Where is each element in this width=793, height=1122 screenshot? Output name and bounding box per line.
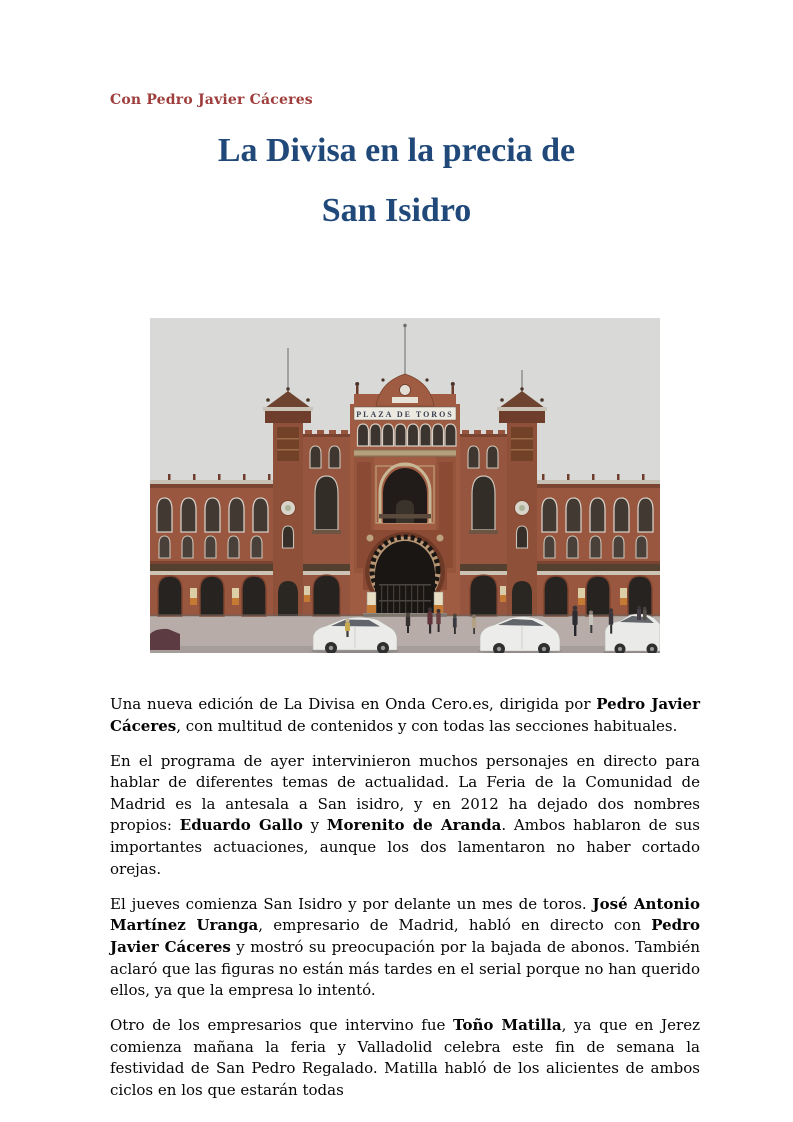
plaza-ground [150,614,660,653]
article-title-line-1: La Divisa en la precia de [217,132,576,169]
gable-clock [400,385,411,396]
paragraph-text: El jueves comienza San Isidro y por delante un mes de toros. [110,894,593,913]
article-body [110,694,700,1115]
article-paragraph-4 [110,1015,700,1101]
paragraph-text: Una nueva edición de La Divisa en Onda Cero.es, dirigida por [110,695,597,713]
paragraph-text: y mostró su preocupación por la bajada de abonos. También aclaró que las figuras no están más tardes en el serial porque no han querido ellos, ya que la empresa lo intentó. [110,937,700,1000]
bold-name-pedro-javier-caceres: Pedro Javier Cáceres [110,695,701,735]
right-wing [534,474,660,616]
paragraph-text: , con multitud de contenidos y con todas las secciones habituales. [176,716,678,735]
bullring-photo-illustration [150,318,660,653]
paragraph-text: Otro de los empresarios que intervino fue [110,1016,454,1035]
left-gate-bay [303,430,350,616]
article-title-line-2: San Isidro [321,192,472,229]
paragraph-text: En el programa de ayer intervinieron muchos personajes en directo para hablar de diferentes temas de actualidad. La Feria de la Comunidad de Madrid es la antesala a San isidro, y en 2012 ha dejado dos nombres propios: [110,751,700,835]
paragraph-text: , empresario de Madrid, habló en directo con [258,916,652,935]
bold-name-jose-antonio-martinez-uranga: José Antonio Martínez Uranga [110,894,700,935]
article-paragraph-1 [110,694,700,737]
article-paragraph-2 [110,751,700,881]
article-photo-las-ventas [150,318,660,653]
bold-name-tono-matilla: Toño Matilla [453,1016,562,1035]
left-wing [150,474,276,616]
year-plaque [392,397,418,403]
bold-name-morenito-de-aranda: Morenito de Aranda [326,816,502,835]
paragraph-text: y [302,816,327,835]
plaza-sign-text: PLAZA DE TOROS [356,410,454,419]
paragraph-text: . Ambos hablaron de sus importantes actuaciones, aunque los dos lamentaron no haber cortado orejas. [110,816,700,878]
bold-name-pedro-javier-caceres-2: Pedro Javier Cáceres [110,916,701,956]
article-paragraph-3 [110,894,700,1002]
kicker-byline: Con Pedro Javier Cáceres [110,92,313,108]
right-gate-bay [460,430,507,616]
bold-name-eduardo-gallo: Eduardo Gallo [179,816,303,835]
paragraph-text: , ya que en Jerez comienza mañana la feria y Valladolid celebra este fin de semana la festividad de San Pedro Regalado. Matilla habló de los alicientes de ambos ciclos en los que estarán todas [110,1016,700,1099]
flagpole [404,326,405,374]
